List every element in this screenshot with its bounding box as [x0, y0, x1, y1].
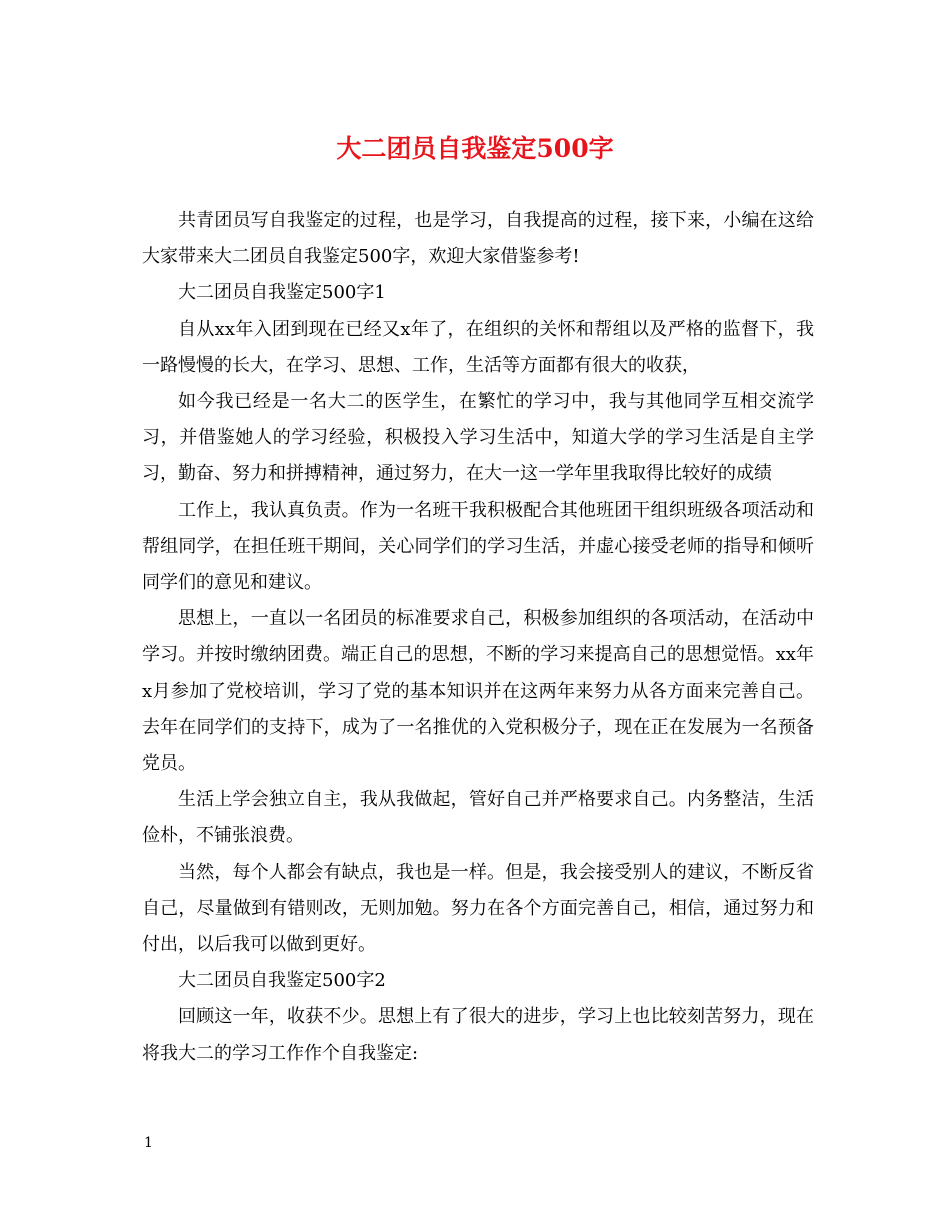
document-title: 大二团员自我鉴定500字 — [336, 134, 614, 163]
page-number: 1 — [144, 1135, 153, 1151]
paragraph-intro: 共青团员写自我鉴定的过程，也是学习，自我提高的过程，接下来，小编在这给大家带来大二团员自我鉴定500字，欢迎大家借鉴参考! — [142, 210, 814, 268]
paragraph: 当然，每个人都会有缺点，我也是一样。但是，我会接受别人的建议，不断反省自己，尽量做到有错则改，无则加勉。努力在各个方面完善自己，相信，通过努力和付出，以后我可以做到更好。 — [142, 861, 814, 956]
paragraph: 思想上，一直以一名团员的标准要求自己，积极参加组织的各项活动，在活动中学习。并按时缴纳团费。端正自己的思想，不断的学习来提高自己的思想觉悟。xx年x月参加了党校培训，学习了党的基本知识并在这两年来努力从各方面来完善自己。去年在同学们的支持下，成为了一名推优的入党积极分子，现在正在发展为一名预备党员。 — [142, 608, 814, 775]
section-heading-2: 大二团员自我鉴定500字2 — [178, 970, 386, 992]
paragraph: 生活上学会独立自主，我从我做起，管好自己并严格要求自己。内务整洁，生活俭朴，不铺张浪费。 — [142, 789, 814, 847]
paragraph: 工作上，我认真负责。作为一名班干我积极配合其他班团干组织班级各项活动和帮组同学，在担任班干期间，关心同学们的学习生活，并虚心接受老师的指导和倾听同学们的意见和建议。 — [142, 499, 814, 594]
paragraph: 如今我已经是一名大二的医学生，在繁忙的学习中，我与其他同学互相交流学习，并借鉴她人的学习经验，积极投入学习生活中，知道大学的学习生活是自主学习，勤奋、努力和拼搏精神，通过努力，在大一这一学年里我取得比较好的成绩 — [142, 391, 814, 485]
paragraph: 自从xx年入团到现在已经又x年了，在组织的关怀和帮组以及严格的监督下，我一路慢慢的长大，在学习、思想、工作，生活等方面都有很大的收获， — [142, 318, 814, 376]
document-body — [142, 203, 814, 1072]
section-heading-1: 大二团员自我鉴定500字1 — [178, 282, 386, 304]
paragraph: 回顾这一年，收获不少。思想上有了很大的进步，学习上也比较刻苦努力，现在将我大二的学习工作作个自我鉴定: — [142, 1006, 814, 1064]
